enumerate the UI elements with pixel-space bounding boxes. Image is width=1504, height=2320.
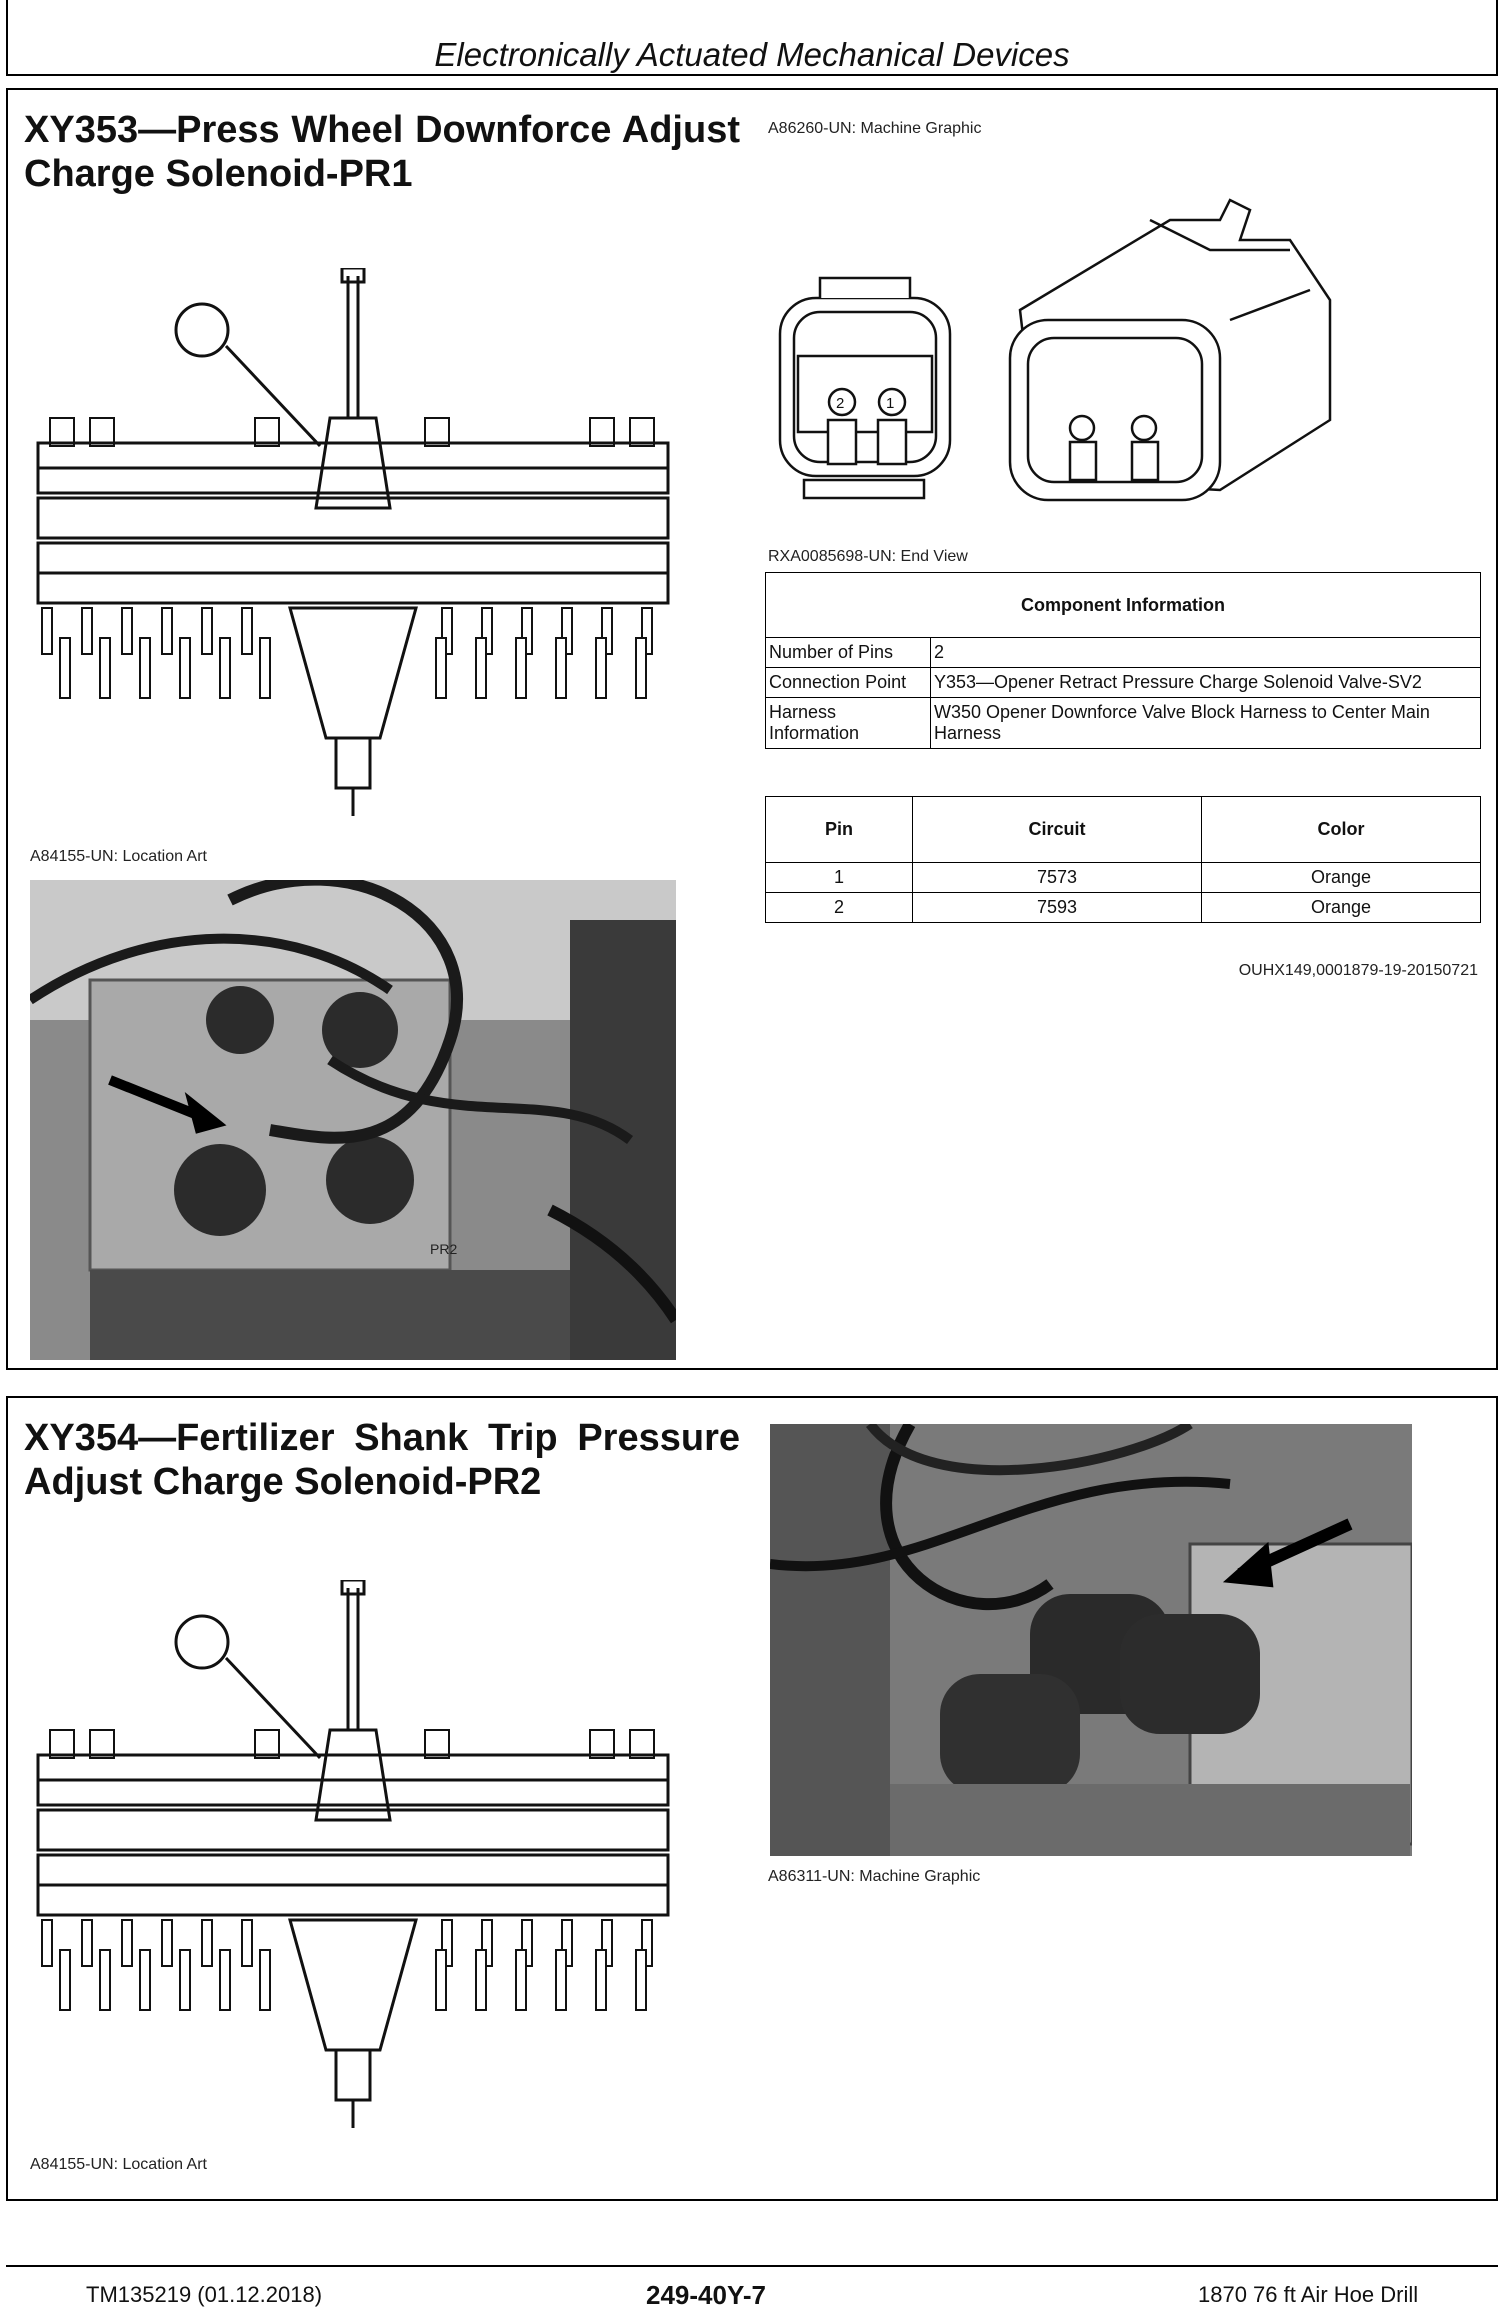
table-row — [766, 893, 1481, 923]
component-info-value: W350 Opener Downforce Valve Block Harness to Center Main Harness — [931, 698, 1481, 749]
valve-block-photo-1 — [30, 880, 676, 1360]
footer-page-number: 249-40Y-7 — [646, 2280, 766, 2310]
component-information-table — [765, 572, 1481, 749]
table-row — [766, 698, 1481, 749]
opener-row-1 — [42, 608, 652, 698]
component-info-value: Y353—Opener Retract Pressure Charge Solenoid Valve-SV2 — [931, 668, 1481, 698]
pin-column-header: Pin — [766, 797, 913, 863]
component-info-label: Connection Point — [766, 668, 931, 698]
connector-pin-label: 2 — [836, 395, 845, 412]
machine-graphic-caption-2: A86311-UN: Machine Graphic — [768, 1868, 981, 1885]
connector-end-view — [770, 180, 1400, 540]
section-xy353-title: XY353—Press Wheel Downforce Adjust Charge Solenoid-PR1 — [24, 109, 740, 195]
component-info-value: 2 — [931, 638, 1481, 668]
end-view-caption: RXA0085698-UN: End View — [768, 548, 968, 565]
circuit-column-header: Circuit — [913, 797, 1202, 863]
machine-graphic-caption: A86260-UN: Machine Graphic — [768, 120, 982, 137]
circuit-cell: 7573 — [913, 863, 1202, 893]
color-column-header: Color — [1202, 797, 1481, 863]
photo-valve-label: PR2 — [430, 1241, 458, 1257]
footer-rule — [6, 2265, 1498, 2267]
table-row — [766, 638, 1481, 668]
component-info-label: Harness Information — [766, 698, 931, 749]
pin-cell: 2 — [766, 893, 913, 923]
connector-pin-label: 1 — [886, 395, 895, 412]
footer-product: 1870 76 ft Air Hoe Drill — [1198, 2282, 1419, 2307]
color-cell: Orange — [1202, 863, 1481, 893]
component-info-label: Number of Pins — [766, 638, 931, 668]
page-header-title: Electronically Actuated Mechanical Devices — [434, 36, 1070, 73]
component-info-header: Component Information — [766, 573, 1481, 638]
pin-cell: 1 — [766, 863, 913, 893]
location-art-drill-top-2 — [30, 1580, 675, 2130]
valve-block-photo-2 — [770, 1424, 1412, 1856]
location-art-caption-1: A84155-UN: Location Art — [30, 848, 207, 865]
document-reference: OUHX149,0001879-19-20150721 — [1238, 962, 1478, 979]
opener-row-2 — [42, 1920, 652, 2010]
location-art-caption-2: A84155-UN: Location Art — [30, 2156, 207, 2173]
circuit-cell: 7593 — [913, 893, 1202, 923]
section-xy354-title: XY354—Fertilizer Shank Trip Pressure Adjust Charge Solenoid-PR2 — [24, 1417, 740, 1503]
table-row — [766, 863, 1481, 893]
location-art-drill-top-1 — [30, 268, 675, 818]
color-cell: Orange — [1202, 893, 1481, 923]
footer-doc-number: TM135219 (01.12.2018) — [86, 2282, 323, 2307]
table-row — [766, 668, 1481, 698]
pin-circuit-table — [765, 796, 1481, 923]
connector-3d-view — [1010, 200, 1330, 500]
